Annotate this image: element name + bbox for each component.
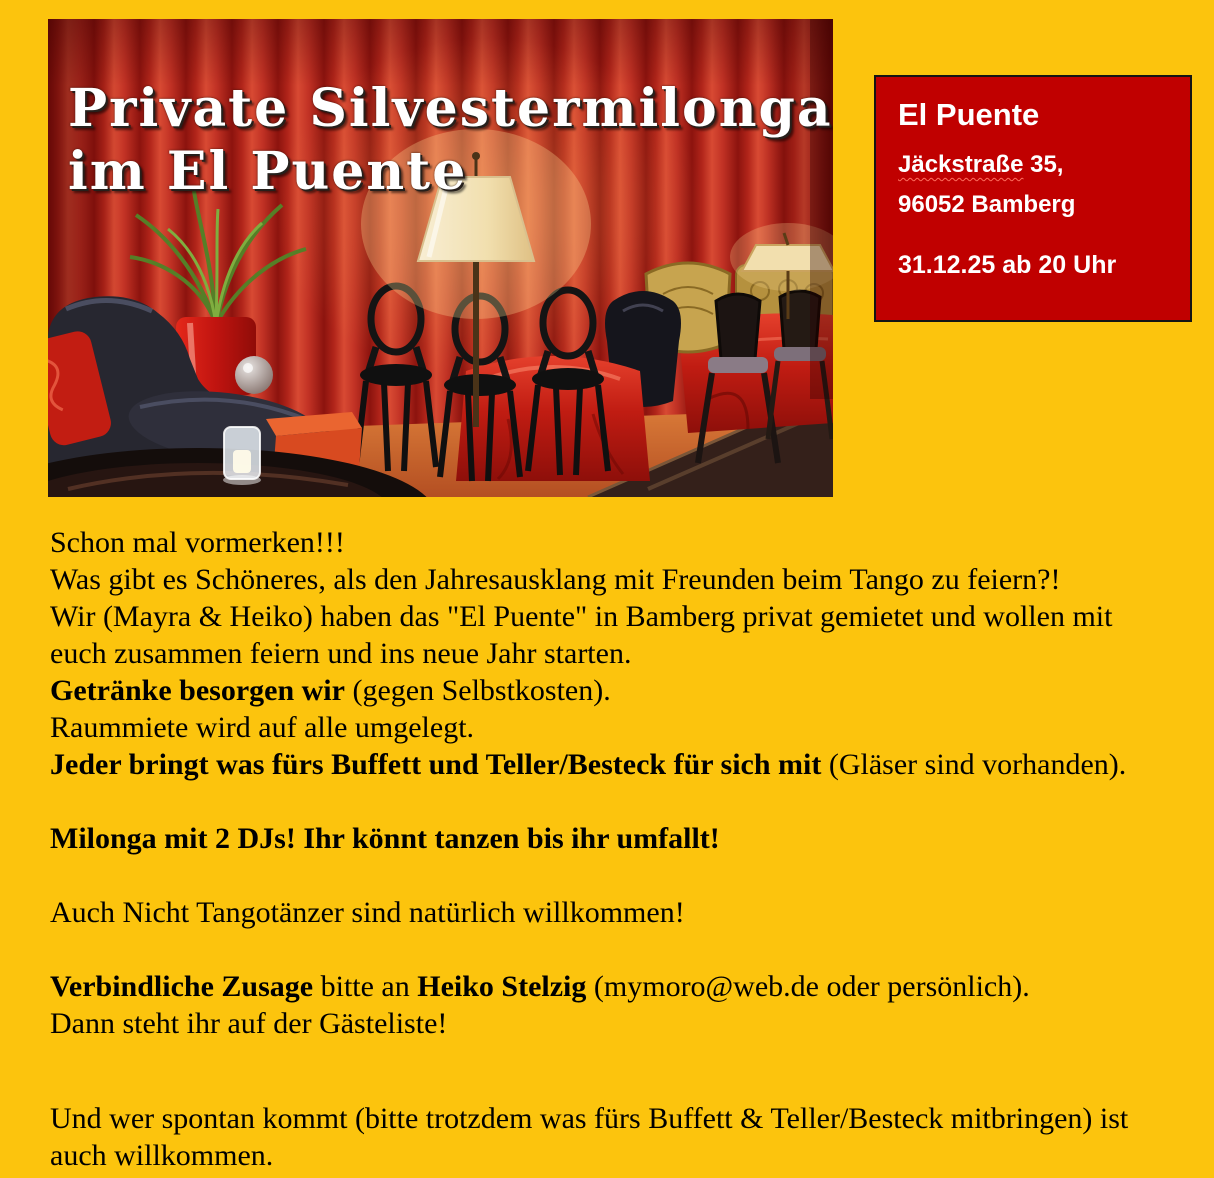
body-line <box>50 746 1214 783</box>
venue-street-word: Jäckstraße <box>898 151 1024 178</box>
body-line: Milonga mit 2 DJs! Ihr könnt tanzen bis ihr umfallt! <box>50 822 720 855</box>
venue-street <box>898 145 1182 185</box>
contact-email-text: (mymoro@web.de oder persönlich). <box>586 970 1030 1003</box>
contact-name: Heiko Stelzig <box>417 970 587 1003</box>
body-line: Dann steht ihr auf der Gästeliste! <box>50 1007 448 1040</box>
body-line: Wir (Mayra & Heiko) haben das "El Puente" in Bamberg privat gemietet und wollen mit <box>50 600 1113 633</box>
body-line: Raummiete wird auf alle umgelegt. <box>50 711 475 744</box>
rsvp-mid: bitte an <box>313 970 418 1003</box>
rsvp-bold: Verbindliche Zusage <box>50 970 314 1003</box>
body-line <box>50 672 1214 709</box>
body-line: auch willkommen. <box>50 1139 274 1172</box>
body-line: Schon mal vormerken!!! <box>50 526 345 559</box>
venue-name: El Puente <box>898 97 1040 132</box>
venue-photo <box>48 19 833 497</box>
body-line: Was gibt es Schöneres, als den Jahresausklang mit Freunden beim Tango zu feiern?! <box>50 563 1061 596</box>
water-glass <box>223 427 261 485</box>
venue-datetime: 31.12.25 ab 20 Uhr <box>898 251 1117 279</box>
event-title <box>68 77 833 203</box>
flyer-body-text <box>50 524 1214 1174</box>
buffet-note-bold: Jeder bringt was fürs Buffett und Teller/Besteck für sich mit <box>50 748 822 781</box>
silver-ornament <box>235 356 273 394</box>
drinks-note-bold: Getränke besorgen wir <box>50 674 345 707</box>
body-line: Auch Nicht Tangotänzer sind natürlich willkommen! <box>50 896 685 929</box>
drinks-note-rest: (gegen Selbstkosten). <box>344 674 611 707</box>
buffet-note-rest: (Gläser sind vorhanden). <box>821 748 1127 781</box>
venue-street-number: 35, <box>1023 151 1064 178</box>
event-title-line2: im El Puente <box>68 141 468 202</box>
body-line: Und wer spontan kommt (bitte trotzdem was fürs Buffett & Teller/Besteck mitbringen) ist <box>50 1102 1129 1135</box>
venue-info-box <box>874 75 1192 322</box>
event-title-line1: Private Silvestermilonga <box>68 78 833 139</box>
venue-city: 96052 Bamberg <box>898 191 1076 218</box>
curtain-shadow <box>810 19 833 399</box>
body-line: euch zusammen feiern und ins neue Jahr starten. <box>50 637 632 670</box>
body-line <box>50 968 1214 1005</box>
